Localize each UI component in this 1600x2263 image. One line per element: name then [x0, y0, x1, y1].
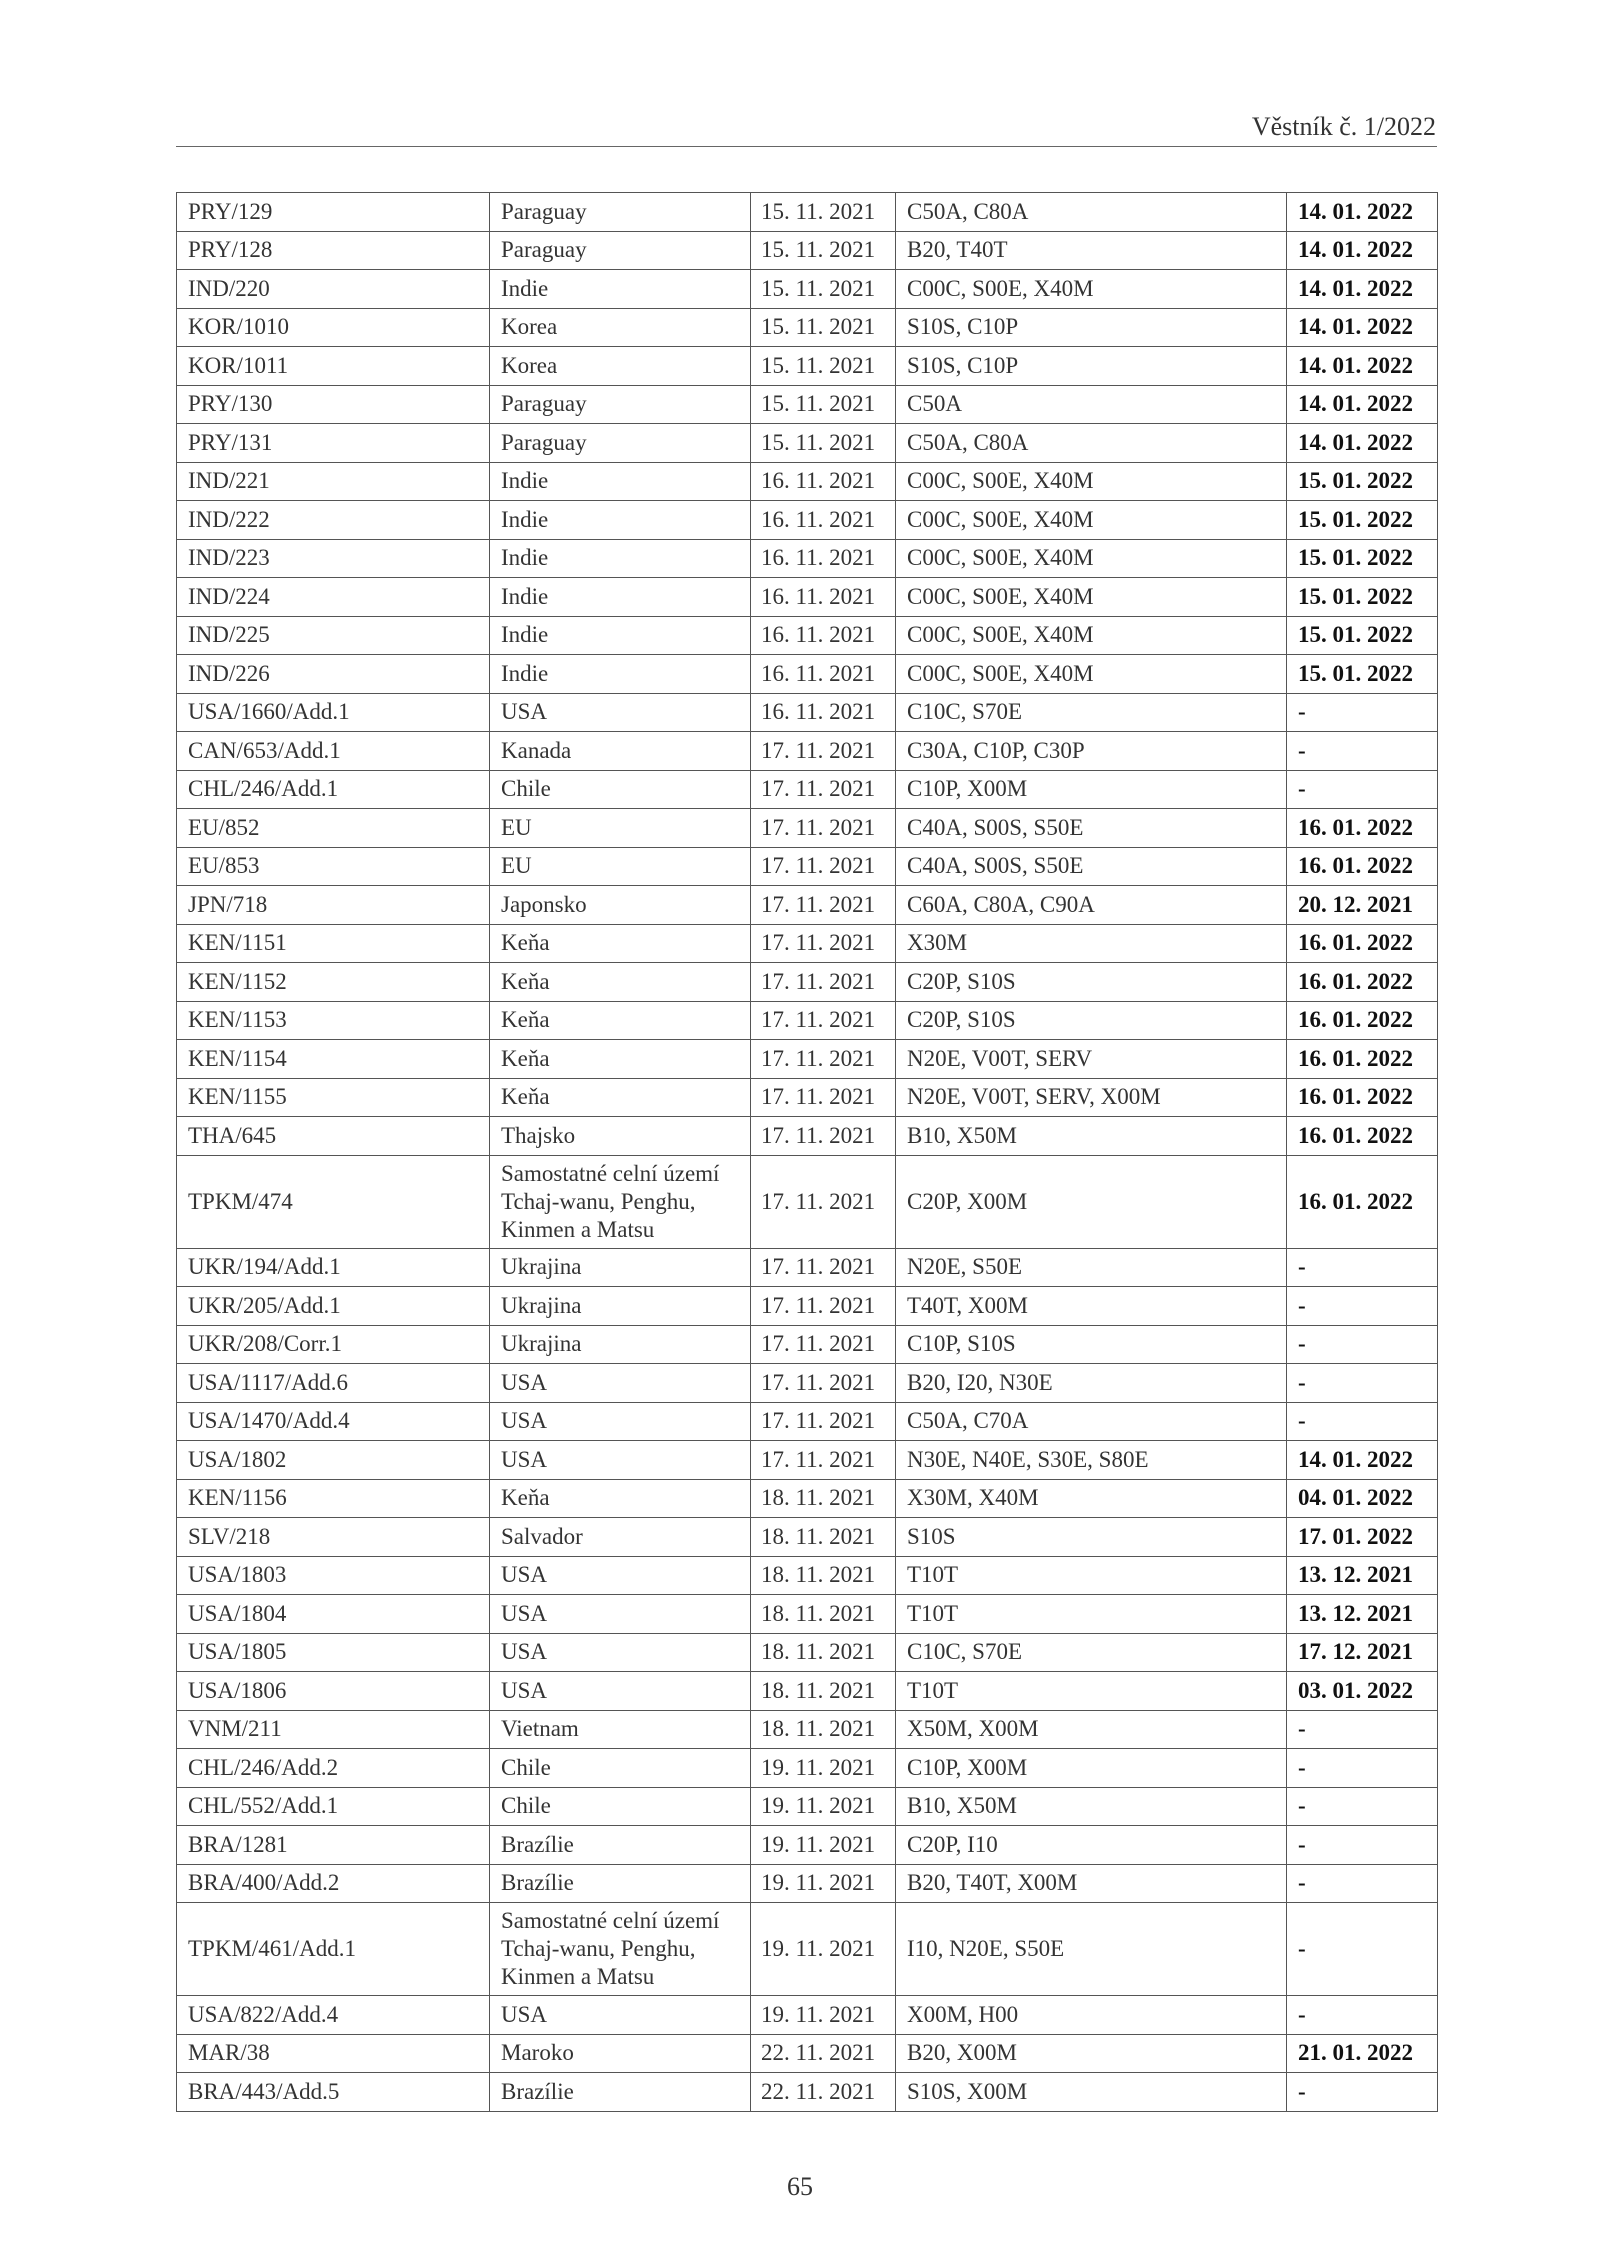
cell-country: USA [490, 1402, 751, 1441]
cell-country: Maroko [490, 2034, 751, 2073]
cell-deadline: 03. 01. 2022 [1287, 1672, 1438, 1711]
cell-date: 15. 11. 2021 [751, 424, 896, 463]
cell-codes: B20, I20, N30E [896, 1364, 1287, 1403]
cell-deadline: 14. 01. 2022 [1287, 1441, 1438, 1480]
table-row [177, 1248, 1438, 1287]
cell-deadline: 16. 01. 2022 [1287, 1001, 1438, 1040]
cell-codes: C10C, S70E [896, 693, 1287, 732]
cell-country: Brazílie [490, 2073, 751, 2112]
cell-country: Keňa [490, 1040, 751, 1079]
cell-document-symbol: IND/224 [177, 578, 490, 617]
cell-date: 16. 11. 2021 [751, 655, 896, 694]
table-row [177, 1325, 1438, 1364]
cell-deadline: 04. 01. 2022 [1287, 1479, 1438, 1518]
cell-country: Chile [490, 1787, 751, 1826]
table-row [177, 578, 1438, 617]
cell-document-symbol: IND/223 [177, 539, 490, 578]
cell-date: 19. 11. 2021 [751, 1826, 896, 1865]
table-row [177, 1903, 1438, 1996]
table-row [177, 1556, 1438, 1595]
cell-country: Keňa [490, 1001, 751, 1040]
cell-deadline: - [1287, 1325, 1438, 1364]
cell-country: USA [490, 1441, 751, 1480]
cell-date: 18. 11. 2021 [751, 1518, 896, 1557]
cell-deadline: - [1287, 2073, 1438, 2112]
table-row [177, 1826, 1438, 1865]
cell-country: Kanada [490, 732, 751, 771]
cell-document-symbol: KEN/1154 [177, 1040, 490, 1079]
cell-country: Paraguay [490, 424, 751, 463]
cell-country: Chile [490, 770, 751, 809]
table-row [177, 655, 1438, 694]
cell-deadline: 16. 01. 2022 [1287, 847, 1438, 886]
cell-document-symbol: TPKM/474 [177, 1155, 490, 1248]
cell-document-symbol: IND/225 [177, 616, 490, 655]
table-row [177, 1078, 1438, 1117]
cell-country: Japonsko [490, 886, 751, 925]
cell-deadline: 14. 01. 2022 [1287, 347, 1438, 386]
cell-date: 17. 11. 2021 [751, 886, 896, 925]
cell-document-symbol: IND/222 [177, 501, 490, 540]
cell-date: 17. 11. 2021 [751, 1078, 896, 1117]
cell-codes: I10, N20E, S50E [896, 1903, 1287, 1996]
cell-country: Vietnam [490, 1710, 751, 1749]
cell-codes: C00C, S00E, X40M [896, 616, 1287, 655]
cell-document-symbol: PRY/130 [177, 385, 490, 424]
cell-deadline: - [1287, 693, 1438, 732]
table-row [177, 924, 1438, 963]
cell-date: 19. 11. 2021 [751, 1787, 896, 1826]
cell-country: Paraguay [490, 231, 751, 270]
table-row [177, 193, 1438, 232]
cell-date: 19. 11. 2021 [751, 1996, 896, 2035]
cell-document-symbol: USA/1470/Add.4 [177, 1402, 490, 1441]
cell-codes: C30A, C10P, C30P [896, 732, 1287, 771]
cell-date: 16. 11. 2021 [751, 462, 896, 501]
cell-date: 16. 11. 2021 [751, 616, 896, 655]
table-row [177, 231, 1438, 270]
table-row [177, 2073, 1438, 2112]
cell-codes: X30M, X40M [896, 1479, 1287, 1518]
table-row [177, 385, 1438, 424]
cell-document-symbol: USA/1804 [177, 1595, 490, 1634]
table-row [177, 1518, 1438, 1557]
cell-deadline: 16. 01. 2022 [1287, 1078, 1438, 1117]
cell-document-symbol: IND/226 [177, 655, 490, 694]
table-row [177, 1996, 1438, 2035]
cell-date: 22. 11. 2021 [751, 2073, 896, 2112]
cell-document-symbol: BRA/443/Add.5 [177, 2073, 490, 2112]
cell-date: 15. 11. 2021 [751, 308, 896, 347]
cell-country: Keňa [490, 1479, 751, 1518]
cell-document-symbol: EU/853 [177, 847, 490, 886]
cell-deadline: - [1287, 1826, 1438, 1865]
cell-country: Indie [490, 462, 751, 501]
cell-date: 18. 11. 2021 [751, 1479, 896, 1518]
cell-country: Keňa [490, 963, 751, 1002]
cell-codes: C50A, C80A [896, 424, 1287, 463]
cell-codes: C00C, S00E, X40M [896, 501, 1287, 540]
cell-document-symbol: JPN/718 [177, 886, 490, 925]
cell-codes: T10T [896, 1672, 1287, 1711]
cell-date: 18. 11. 2021 [751, 1633, 896, 1672]
cell-deadline: - [1287, 1749, 1438, 1788]
cell-codes: T40T, X00M [896, 1287, 1287, 1326]
table-row [177, 424, 1438, 463]
cell-codes: C00C, S00E, X40M [896, 539, 1287, 578]
cell-document-symbol: UKR/205/Add.1 [177, 1287, 490, 1326]
cell-deadline: 14. 01. 2022 [1287, 424, 1438, 463]
cell-document-symbol: CHL/246/Add.1 [177, 770, 490, 809]
cell-deadline: 15. 01. 2022 [1287, 462, 1438, 501]
cell-country: Keňa [490, 1078, 751, 1117]
cell-deadline: 14. 01. 2022 [1287, 270, 1438, 309]
cell-deadline: 14. 01. 2022 [1287, 385, 1438, 424]
cell-date: 16. 11. 2021 [751, 539, 896, 578]
cell-codes: C10P, X00M [896, 770, 1287, 809]
cell-deadline: - [1287, 1710, 1438, 1749]
cell-deadline: 16. 01. 2022 [1287, 1040, 1438, 1079]
table-row [177, 732, 1438, 771]
table-row [177, 1787, 1438, 1826]
cell-deadline: 13. 12. 2021 [1287, 1595, 1438, 1634]
cell-date: 17. 11. 2021 [751, 924, 896, 963]
cell-country: Indie [490, 501, 751, 540]
cell-date: 17. 11. 2021 [751, 1325, 896, 1364]
table-row [177, 1040, 1438, 1079]
cell-document-symbol: SLV/218 [177, 1518, 490, 1557]
table-row [177, 770, 1438, 809]
cell-date: 18. 11. 2021 [751, 1556, 896, 1595]
cell-codes: S10S, C10P [896, 347, 1287, 386]
cell-codes: C60A, C80A, C90A [896, 886, 1287, 925]
cell-country: USA [490, 1595, 751, 1634]
cell-date: 17. 11. 2021 [751, 770, 896, 809]
cell-country: Samostatné celní území Tchaj-wanu, Penghu, Kinmen a Matsu [490, 1155, 751, 1248]
cell-codes: C20P, S10S [896, 1001, 1287, 1040]
cell-document-symbol: UKR/194/Add.1 [177, 1248, 490, 1287]
table-row [177, 886, 1438, 925]
cell-country: Brazílie [490, 1826, 751, 1865]
table-row [177, 1117, 1438, 1156]
table-row [177, 1441, 1438, 1480]
cell-codes: C20P, X00M [896, 1155, 1287, 1248]
cell-document-symbol: USA/1660/Add.1 [177, 693, 490, 732]
table-row [177, 1595, 1438, 1634]
cell-date: 15. 11. 2021 [751, 347, 896, 386]
page-number: 65 [787, 2172, 813, 2201]
table-row [177, 2034, 1438, 2073]
cell-document-symbol: KEN/1152 [177, 963, 490, 1002]
table-body [177, 193, 1438, 2112]
cell-codes: C00C, S00E, X40M [896, 462, 1287, 501]
cell-country: Korea [490, 308, 751, 347]
cell-date: 17. 11. 2021 [751, 732, 896, 771]
table-row [177, 1864, 1438, 1903]
cell-document-symbol: EU/852 [177, 809, 490, 848]
cell-deadline: 16. 01. 2022 [1287, 809, 1438, 848]
cell-country: Indie [490, 270, 751, 309]
cell-date: 17. 11. 2021 [751, 1001, 896, 1040]
cell-deadline: 16. 01. 2022 [1287, 924, 1438, 963]
cell-document-symbol: KEN/1156 [177, 1479, 490, 1518]
cell-date: 16. 11. 2021 [751, 501, 896, 540]
cell-country: Indie [490, 616, 751, 655]
cell-date: 15. 11. 2021 [751, 193, 896, 232]
cell-date: 17. 11. 2021 [751, 963, 896, 1002]
cell-date: 17. 11. 2021 [751, 1287, 896, 1326]
cell-country: Chile [490, 1749, 751, 1788]
cell-country: Indie [490, 655, 751, 694]
cell-document-symbol: MAR/38 [177, 2034, 490, 2073]
table-row [177, 1479, 1438, 1518]
cell-codes: B10, X50M [896, 1117, 1287, 1156]
cell-country: USA [490, 1364, 751, 1403]
cell-deadline: 21. 01. 2022 [1287, 2034, 1438, 2073]
cell-document-symbol: VNM/211 [177, 1710, 490, 1749]
cell-codes: B20, X00M [896, 2034, 1287, 2073]
cell-codes: S10S, C10P [896, 308, 1287, 347]
cell-country: USA [490, 693, 751, 732]
cell-deadline: - [1287, 770, 1438, 809]
cell-document-symbol: PRY/129 [177, 193, 490, 232]
cell-codes: S10S [896, 1518, 1287, 1557]
table-row [177, 693, 1438, 732]
cell-document-symbol: KEN/1155 [177, 1078, 490, 1117]
table-row [177, 1001, 1438, 1040]
cell-codes: C40A, S00S, S50E [896, 847, 1287, 886]
cell-country: Indie [490, 578, 751, 617]
cell-deadline: - [1287, 1996, 1438, 2035]
cell-document-symbol: KOR/1010 [177, 308, 490, 347]
cell-country: Ukrajina [490, 1287, 751, 1326]
table-row [177, 963, 1438, 1002]
cell-country: EU [490, 847, 751, 886]
cell-codes: B10, X50M [896, 1787, 1287, 1826]
cell-document-symbol: TPKM/461/Add.1 [177, 1903, 490, 1996]
notifications-table [176, 192, 1438, 2112]
cell-date: 16. 11. 2021 [751, 578, 896, 617]
cell-deadline: 14. 01. 2022 [1287, 308, 1438, 347]
cell-deadline: 15. 01. 2022 [1287, 539, 1438, 578]
cell-deadline: 16. 01. 2022 [1287, 963, 1438, 1002]
cell-codes: C50A, C70A [896, 1402, 1287, 1441]
cell-document-symbol: KEN/1153 [177, 1001, 490, 1040]
cell-codes: X50M, X00M [896, 1710, 1287, 1749]
cell-date: 19. 11. 2021 [751, 1903, 896, 1996]
table-row [177, 1287, 1438, 1326]
cell-document-symbol: KOR/1011 [177, 347, 490, 386]
cell-codes: X00M, H00 [896, 1996, 1287, 2035]
cell-date: 15. 11. 2021 [751, 231, 896, 270]
cell-codes: C10P, X00M [896, 1749, 1287, 1788]
cell-date: 17. 11. 2021 [751, 1040, 896, 1079]
cell-deadline: 15. 01. 2022 [1287, 578, 1438, 617]
table-row [177, 1402, 1438, 1441]
cell-deadline: 15. 01. 2022 [1287, 616, 1438, 655]
cell-document-symbol: BRA/400/Add.2 [177, 1864, 490, 1903]
cell-document-symbol: BRA/1281 [177, 1826, 490, 1865]
cell-codes: C50A, C80A [896, 193, 1287, 232]
table-row [177, 501, 1438, 540]
cell-codes: C40A, S00S, S50E [896, 809, 1287, 848]
cell-codes: C00C, S00E, X40M [896, 578, 1287, 617]
table-row [177, 539, 1438, 578]
table-row [177, 1155, 1438, 1248]
cell-date: 18. 11. 2021 [751, 1710, 896, 1749]
cell-document-symbol: USA/1805 [177, 1633, 490, 1672]
cell-deadline: 17. 01. 2022 [1287, 1518, 1438, 1557]
cell-date: 22. 11. 2021 [751, 2034, 896, 2073]
cell-document-symbol: CHL/552/Add.1 [177, 1787, 490, 1826]
cell-deadline: 16. 01. 2022 [1287, 1155, 1438, 1248]
cell-codes: C50A [896, 385, 1287, 424]
cell-deadline: - [1287, 732, 1438, 771]
cell-codes: C00C, S00E, X40M [896, 270, 1287, 309]
cell-codes: X30M [896, 924, 1287, 963]
cell-deadline: - [1287, 1864, 1438, 1903]
cell-date: 17. 11. 2021 [751, 1402, 896, 1441]
cell-document-symbol: USA/822/Add.4 [177, 1996, 490, 2035]
cell-deadline: 17. 12. 2021 [1287, 1633, 1438, 1672]
cell-country: Keňa [490, 924, 751, 963]
table-row [177, 847, 1438, 886]
cell-country: USA [490, 1556, 751, 1595]
cell-deadline: - [1287, 1248, 1438, 1287]
cell-codes: N20E, V00T, SERV, X00M [896, 1078, 1287, 1117]
cell-document-symbol: CAN/653/Add.1 [177, 732, 490, 771]
cell-date: 19. 11. 2021 [751, 1749, 896, 1788]
cell-codes: T10T [896, 1556, 1287, 1595]
cell-date: 16. 11. 2021 [751, 693, 896, 732]
cell-codes: N30E, N40E, S30E, S80E [896, 1441, 1287, 1480]
cell-date: 17. 11. 2021 [751, 1364, 896, 1403]
cell-document-symbol: USA/1802 [177, 1441, 490, 1480]
cell-deadline: 16. 01. 2022 [1287, 1117, 1438, 1156]
cell-date: 17. 11. 2021 [751, 1155, 896, 1248]
cell-date: 17. 11. 2021 [751, 809, 896, 848]
cell-country: USA [490, 1996, 751, 2035]
cell-country: Indie [490, 539, 751, 578]
cell-document-symbol: IND/221 [177, 462, 490, 501]
cell-document-symbol: USA/1806 [177, 1672, 490, 1711]
cell-deadline: - [1287, 1402, 1438, 1441]
cell-country: Thajsko [490, 1117, 751, 1156]
table-row [177, 1672, 1438, 1711]
cell-codes: C20P, I10 [896, 1826, 1287, 1865]
cell-date: 18. 11. 2021 [751, 1672, 896, 1711]
cell-document-symbol: USA/1117/Add.6 [177, 1364, 490, 1403]
cell-document-symbol: PRY/128 [177, 231, 490, 270]
cell-country: Paraguay [490, 385, 751, 424]
cell-country: Ukrajina [490, 1325, 751, 1364]
cell-document-symbol: CHL/246/Add.2 [177, 1749, 490, 1788]
table-row [177, 1749, 1438, 1788]
table-row [177, 616, 1438, 655]
cell-codes: S10S, X00M [896, 2073, 1287, 2112]
cell-country: Samostatné celní území Tchaj-wanu, Penghu, Kinmen a Matsu [490, 1903, 751, 1996]
cell-country: USA [490, 1672, 751, 1711]
cell-deadline: 14. 01. 2022 [1287, 231, 1438, 270]
cell-document-symbol: PRY/131 [177, 424, 490, 463]
cell-date: 18. 11. 2021 [751, 1595, 896, 1634]
table-row [177, 462, 1438, 501]
cell-country: Ukrajina [490, 1248, 751, 1287]
cell-codes: B20, T40T [896, 231, 1287, 270]
cell-country: Korea [490, 347, 751, 386]
cell-codes: B20, T40T, X00M [896, 1864, 1287, 1903]
cell-date: 17. 11. 2021 [751, 1117, 896, 1156]
cell-date: 17. 11. 2021 [751, 1441, 896, 1480]
cell-date: 15. 11. 2021 [751, 385, 896, 424]
table-row [177, 1710, 1438, 1749]
table-row [177, 270, 1438, 309]
cell-deadline: 14. 01. 2022 [1287, 193, 1438, 232]
cell-country: Paraguay [490, 193, 751, 232]
cell-codes: T10T [896, 1595, 1287, 1634]
cell-deadline: 13. 12. 2021 [1287, 1556, 1438, 1595]
cell-date: 19. 11. 2021 [751, 1864, 896, 1903]
cell-document-symbol: THA/645 [177, 1117, 490, 1156]
cell-codes: C10C, S70E [896, 1633, 1287, 1672]
cell-codes: C10P, S10S [896, 1325, 1287, 1364]
cell-codes: N20E, S50E [896, 1248, 1287, 1287]
table-row [177, 809, 1438, 848]
cell-document-symbol: UKR/208/Corr.1 [177, 1325, 490, 1364]
cell-date: 17. 11. 2021 [751, 847, 896, 886]
cell-country: Brazílie [490, 1864, 751, 1903]
cell-country: Salvador [490, 1518, 751, 1557]
cell-date: 15. 11. 2021 [751, 270, 896, 309]
cell-deadline: 15. 01. 2022 [1287, 655, 1438, 694]
cell-document-symbol: IND/220 [177, 270, 490, 309]
cell-codes: N20E, V00T, SERV [896, 1040, 1287, 1079]
header-divider [176, 146, 1437, 147]
cell-deadline: - [1287, 1287, 1438, 1326]
cell-country: EU [490, 809, 751, 848]
cell-document-symbol: KEN/1151 [177, 924, 490, 963]
cell-deadline: 20. 12. 2021 [1287, 886, 1438, 925]
table-row [177, 347, 1438, 386]
cell-deadline: 15. 01. 2022 [1287, 501, 1438, 540]
cell-deadline: - [1287, 1787, 1438, 1826]
table-row [177, 1633, 1438, 1672]
cell-deadline: - [1287, 1364, 1438, 1403]
cell-deadline: - [1287, 1903, 1438, 1996]
cell-codes: C00C, S00E, X40M [896, 655, 1287, 694]
cell-country: USA [490, 1633, 751, 1672]
cell-codes: C20P, S10S [896, 963, 1287, 1002]
table-row [177, 308, 1438, 347]
table-row [177, 1364, 1438, 1403]
cell-document-symbol: USA/1803 [177, 1556, 490, 1595]
cell-date: 17. 11. 2021 [751, 1248, 896, 1287]
bulletin-header: Věstník č. 1/2022 [1251, 112, 1436, 141]
